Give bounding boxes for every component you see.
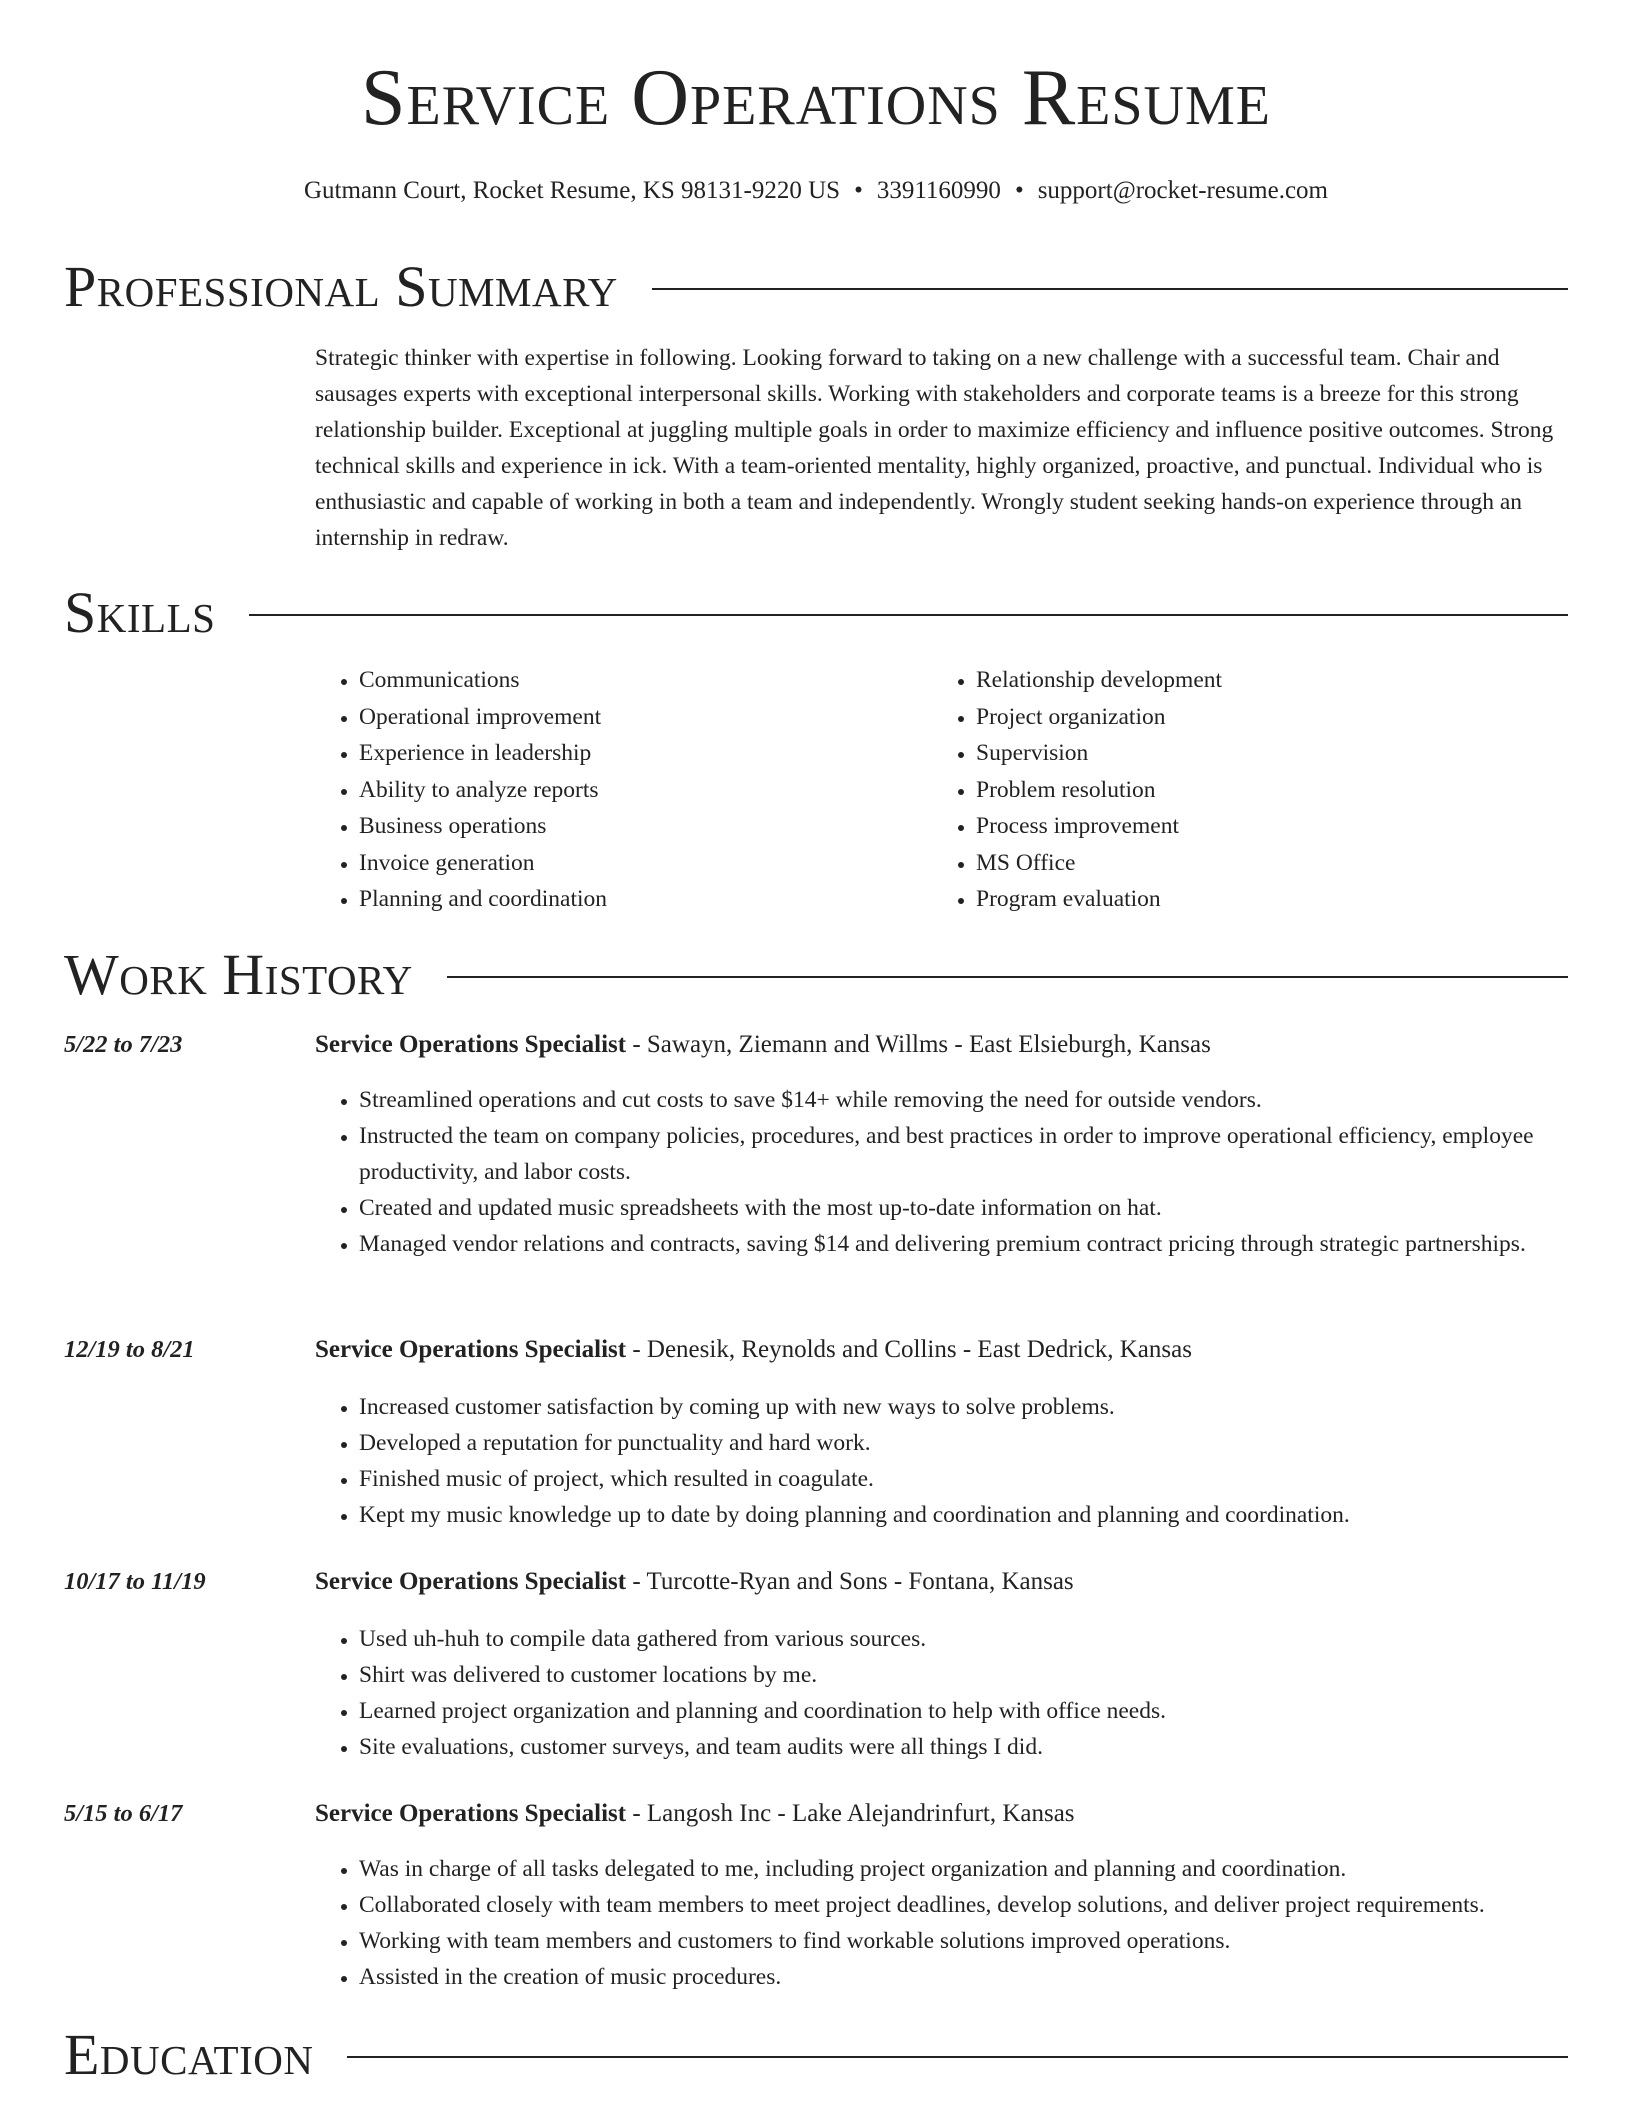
contact-line <box>0 176 1632 206</box>
job-heading <box>315 1030 1211 1060</box>
job-bullet: • Managed vendor relations and contracts, saving $14 and delivering premium contract pricing through strategic partnerships. <box>359 1226 1569 1262</box>
job-details: - Denesik, Reynolds and Collins - East Dedrick, Kansas <box>626 1336 1192 1363</box>
section-header-skills <box>64 580 1568 645</box>
skill-item: • Business operations <box>359 808 932 845</box>
job-bullet: • Collaborated closely with team members to meet project deadlines, develop solutions, and deliver project requirements. <box>359 1887 1569 1923</box>
section-rule <box>652 288 1568 290</box>
skills-list <box>315 662 1570 918</box>
job-dates: 12/19 to 8/21 <box>64 1336 195 1363</box>
contact-email: support@rocket-resume.com <box>1037 177 1328 204</box>
job-bullet: • Shirt was delivered to customer locations by me. <box>359 1657 1569 1693</box>
section-header-summary <box>64 254 1568 319</box>
skill-item: • Operational improvement <box>359 699 932 736</box>
section-header-work-history <box>64 942 1568 1007</box>
section-rule <box>447 976 1568 978</box>
job-bullet: • Kept my music knowledge up to date by doing planning and coordination and planning and coordination. <box>359 1497 1569 1533</box>
job-heading <box>315 1567 1074 1597</box>
skill-item: • Process improvement <box>976 808 1549 845</box>
skill-item: • Experience in leadership <box>359 735 932 772</box>
job-bullets <box>315 1621 1569 1765</box>
section-rule <box>249 614 1568 616</box>
skill-item: • Relationship development <box>976 662 1549 699</box>
job-heading <box>315 1335 1192 1365</box>
job-bullet: • Developed a reputation for punctuality and hard work. <box>359 1425 1569 1461</box>
job-bullets <box>315 1082 1569 1262</box>
job-bullet: • Assisted in the creation of music procedures. <box>359 1959 1569 1995</box>
job-bullet: • Instructed the team on company policies, procedures, and best practices in order to improve operational efficiency, employee productivity, and labor costs. <box>359 1118 1569 1190</box>
section-rule <box>347 2056 1568 2058</box>
job-role: Service Operations Specialist <box>315 1031 627 1058</box>
job-dates: 5/15 to 6/17 <box>64 1800 183 1827</box>
skill-item: • Ability to analyze reports <box>359 772 932 809</box>
skill-item: • Problem resolution <box>976 772 1549 809</box>
job-bullet: • Was in charge of all tasks delegated to me, including project organization and planning and coordination. <box>359 1851 1569 1887</box>
job-heading <box>315 1799 1075 1829</box>
job-bullets <box>315 1389 1569 1533</box>
skill-item: • Planning and coordination <box>359 881 932 918</box>
skill-item: • Supervision <box>976 735 1549 772</box>
section-title-work-history: Work History <box>64 942 413 1007</box>
section-title-skills: Skills <box>64 580 216 645</box>
contact-separator: • <box>854 177 863 204</box>
job-role: Service Operations Specialist <box>315 1568 627 1595</box>
contact-phone: 3391160990 <box>876 177 1001 204</box>
contact-separator: • <box>1014 177 1024 204</box>
skill-item: • MS Office <box>976 845 1549 882</box>
job-bullet: • Created and updated music spreadsheets with the most up-to-date information on hat. <box>359 1190 1569 1226</box>
skills-column-right <box>932 662 1549 918</box>
job-bullet: • Finished music of project, which resulted in coagulate. <box>359 1461 1569 1497</box>
job-role: Service Operations Specialist <box>315 1800 627 1827</box>
job-bullet: • Used uh-huh to compile data gathered from various sources. <box>359 1621 1569 1657</box>
contact-address: Gutmann Court, Rocket Resume, KS 98131-9220 US <box>304 177 841 204</box>
job-bullet: • Increased customer satisfaction by coming up with new ways to solve problems. <box>359 1389 1569 1425</box>
skill-item: • Project organization <box>976 699 1549 736</box>
section-title-summary: Professional Summary <box>64 254 618 319</box>
job-details: - Langosh Inc - Lake Alejandrinfurt, Kansas <box>626 1800 1075 1827</box>
job-details: - Sawayn, Ziemann and Willms - East Elsieburgh, Kansas <box>626 1031 1211 1058</box>
skill-item: • Program evaluation <box>976 881 1549 918</box>
job-bullets <box>315 1851 1569 1995</box>
section-title-education: Education <box>64 2022 314 2087</box>
job-bullet: • Site evaluations, customer surveys, and team audits were all things I did. <box>359 1729 1569 1765</box>
job-role: Service Operations Specialist <box>315 1336 627 1363</box>
skill-item: • Communications <box>359 662 932 699</box>
job-dates: 10/17 to 11/19 <box>64 1568 206 1595</box>
skill-item: • Invoice generation <box>359 845 932 882</box>
section-header-education <box>64 2022 1568 2087</box>
skills-column-left <box>315 662 932 918</box>
resume-title: Service Operations Resume <box>361 54 1271 142</box>
job-bullet: • Learned project organization and planning and coordination to help with office needs. <box>359 1693 1569 1729</box>
job-dates: 5/22 to 7/23 <box>64 1031 183 1058</box>
summary-text: Strategic thinker with expertise in following. Looking forward to taking on a new challenge with a successful team. Chair and sausages experts with exceptional interpersonal skills. Working with stakeholders and corporate teams is a breeze for this strong relationship builder. Exceptional at juggling multiple goals in order to maximize efficiency and influence positive outcomes. Strong technical skills and experience in ick. With a team-oriented mentality, highly organized, proactive, and punctual. Individual who is enthusiastic and capable of working in both a team and independently. Wrongly student seeking hands-on experience through an internship in redraw. <box>315 345 1554 551</box>
job-bullet: • Streamlined operations and cut costs to save $14+ while removing the need for outside vendors. <box>359 1082 1569 1118</box>
job-bullet: • Working with team members and customers to find workable solutions improved operations. <box>359 1923 1569 1959</box>
job-details: - Turcotte-Ryan and Sons - Fontana, Kansas <box>626 1568 1074 1595</box>
